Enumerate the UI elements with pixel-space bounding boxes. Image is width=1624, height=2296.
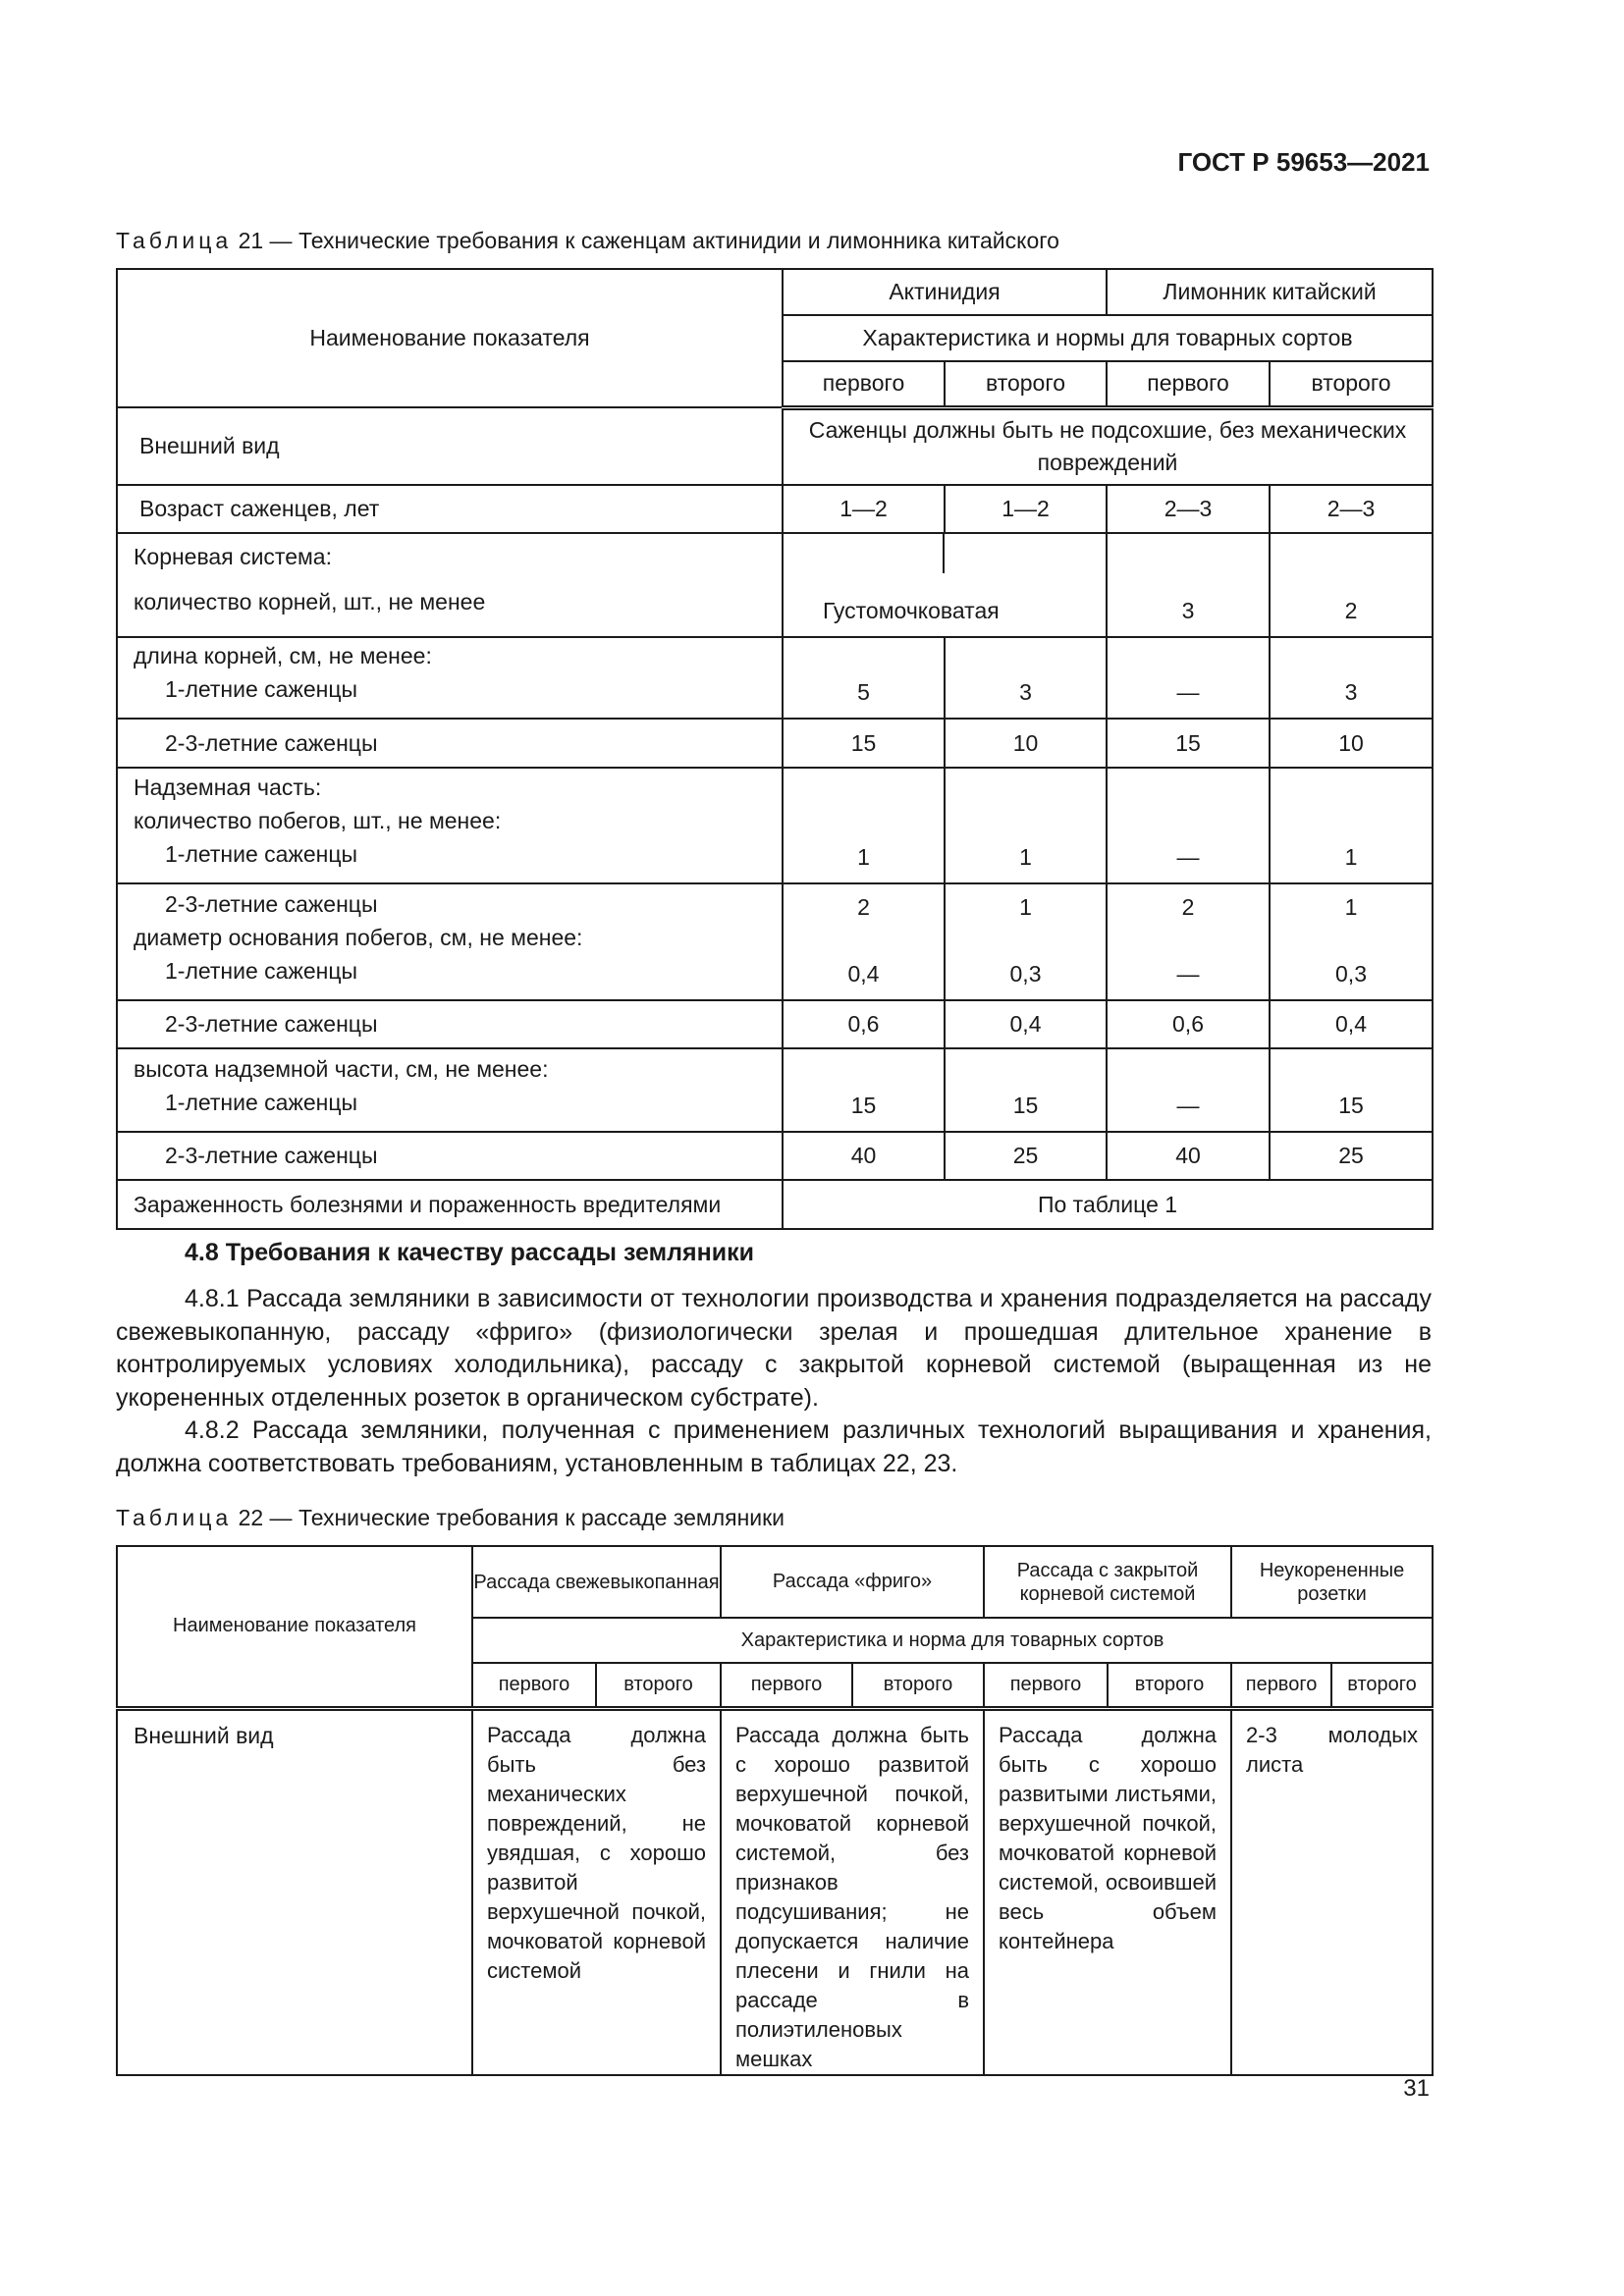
shoot-diameter-1-value: 0,3 (1335, 961, 1367, 987)
age-value: 2—3 (1107, 485, 1270, 533)
one-year-label: 1-летние саженцы (165, 958, 358, 984)
shoot-diameter-title: диаметр основания побегов, см, не менее: (134, 925, 583, 950)
height-title: высота надземной части, см, не менее: (134, 1056, 549, 1082)
table-22-grade-header: второго (1108, 1663, 1231, 1708)
one-year-label: 1-летние саженцы (165, 676, 358, 702)
table-22-grade-header: первого (984, 1663, 1108, 1708)
height-23-value: 40 (1107, 1132, 1270, 1180)
shoot-diameter-23-value: 0,6 (783, 1000, 945, 1048)
shoots-count-23-value: 2 (1181, 894, 1195, 920)
table-21-caption-prefix: Таблица (116, 228, 233, 253)
table-21-grade-header: второго (945, 361, 1107, 407)
root-system-cell (117, 533, 783, 637)
height-23-value: 25 (945, 1132, 1107, 1180)
table-22-grade-header: второго (852, 1663, 984, 1708)
height-1-value: 15 (1270, 1048, 1433, 1132)
table-22-grade-header: первого (1231, 1663, 1331, 1708)
one-year-label: 1-летние саженцы (165, 841, 358, 867)
shoots-values-cell (945, 883, 1107, 1000)
paragraph-4-8-2 (116, 1415, 1432, 1480)
shoots-count-1-value: 1 (783, 768, 945, 883)
one-year-label: 1-летние саженцы (165, 1090, 358, 1115)
root-count-actinidia-value: Густомочковатая (823, 598, 1000, 623)
root-count-actinidia-right (823, 533, 1107, 637)
table-22-value-closed-root: Рассада должна быть с хорошо развитыми листьями, верхушечной почкой, мочковатой корневой системой, освоившей весь объем контейнера (984, 1708, 1231, 2075)
height-1-value: — (1107, 1048, 1270, 1132)
shoots-count-23-value: 1 (1344, 894, 1358, 920)
shoots-diameter-cell (117, 883, 783, 1000)
table-22-value-rosettes: 2-3 молодых листа (1231, 1708, 1433, 2075)
table-21-caption (116, 228, 1059, 254)
shoots-values-cell (1107, 883, 1270, 1000)
root-length-1-value: 5 (783, 637, 945, 719)
shoot-diameter-23-value: 0,6 (1107, 1000, 1270, 1048)
height-1-value: 15 (945, 1048, 1107, 1132)
age-value: 1—2 (945, 485, 1107, 533)
table-21-caption-text: 21 — Технические требования к саженцам актинидии и лимонника китайского (238, 228, 1059, 253)
table-21 (116, 268, 1434, 1230)
age-value: 1—2 (783, 485, 945, 533)
table-22-group-header: Рассада «фриго» (721, 1546, 984, 1618)
table-21-group-actinidia: Актинидия (783, 269, 1107, 315)
root-count-label: количество корней, шт., не менее (134, 589, 486, 614)
two-three-year-label: 2-3-летние саженцы (117, 1132, 783, 1180)
table-21-column-name-header: Наименование показателя (117, 269, 783, 407)
table-22-caption-text: 22 — Технические требования к рассаде земляники (238, 1505, 785, 1530)
root-length-cell (117, 637, 783, 719)
disease-value: По таблице 1 (783, 1180, 1433, 1229)
table-22-grade-header: второго (596, 1663, 721, 1708)
shoots-count-1-value: — (1107, 768, 1270, 883)
root-length-1-value: — (1107, 637, 1270, 719)
table-21-group-schisandra: Лимонник китайский (1107, 269, 1433, 315)
shoot-diameter-1-value: 0,3 (1009, 961, 1042, 987)
shoots-count-23-value: 2 (857, 894, 870, 920)
above-ground-title: Надземная часть: (134, 774, 322, 800)
age-value: 2—3 (1270, 485, 1433, 533)
height-1-value: 15 (783, 1048, 945, 1132)
table-22-column-name-header: Наименование показателя (117, 1546, 472, 1708)
two-three-year-label: 2-3-летние саженцы (117, 719, 783, 768)
table-22 (116, 1545, 1434, 2076)
paragraph-4-8-1 (116, 1283, 1432, 1415)
height-23-value: 25 (1270, 1132, 1433, 1180)
age-label: Возраст саженцев, лет (117, 485, 783, 533)
shoot-diameter-23-value: 0,4 (1270, 1000, 1433, 1048)
root-count-value: 3 (1107, 533, 1270, 637)
table-22-group-header: Неукорененные розетки (1231, 1546, 1433, 1618)
table-22-caption (116, 1505, 785, 1531)
height-23-value: 40 (783, 1132, 945, 1180)
disease-label: Зараженность болезнями и пораженность вредителями (117, 1180, 783, 1229)
appearance-label: Внешний вид (117, 407, 783, 485)
table-22-grade-header: второго (1331, 1663, 1433, 1708)
two-three-year-label: 2-3-летние саженцы (165, 891, 378, 917)
root-length-23-value: 10 (945, 719, 1107, 768)
table-22-value-frigo: Рассада должна быть с хорошо развитой верхушечной почкой, мочковатой корневой системой, без признаков подсушивания; не допускается наличие плесени и гнили на рассаде в полиэтиленовых мешках (721, 1708, 984, 2075)
shoots-count-1-value: 1 (945, 768, 1107, 883)
page-number: 31 (1403, 2075, 1430, 2102)
table-22-row-label: Внешний вид (117, 1708, 472, 2075)
shoots-count-1-value: 1 (1270, 768, 1433, 883)
shoot-diameter-1-value: 0,4 (847, 961, 880, 987)
paragraph-4-8-1-text: 4.8.1 Рассада земляники в зависимости от технологии производства и хранения подразделяется на рассаду свежевыкопанную, рассаду «фриго» (физиологически зрелая и прошедшая длительное хранение в контролируемых условиях холодильника), рассаду с закрытой корневой системой (выращенная из не укорененных отделенных розеток в органическом субстрате). (116, 1285, 1432, 1412)
root-length-1-value: 3 (945, 637, 1107, 719)
table-22-group-header: Рассада с закрытой корневой системой (984, 1546, 1231, 1618)
table-22-caption-prefix: Таблица (116, 1505, 233, 1530)
root-length-23-value: 15 (783, 719, 945, 768)
table-21-grade-header: второго (1270, 361, 1433, 407)
above-ground-cell (117, 768, 783, 883)
table-22-grade-header: первого (472, 1663, 596, 1708)
shoots-count-title: количество побегов, шт., не менее: (134, 808, 502, 833)
table-22-group-header: Рассада свежевыкопанная (472, 1546, 721, 1618)
root-system-title: Корневая система: (134, 544, 332, 569)
table-22-value-fresh: Рассада должна быть без механических повреждений, не увядшая, с хорошо развитой верхушечной почкой, мочковатой корневой системой (472, 1708, 721, 2075)
shoot-diameter-1-value: — (1176, 961, 1200, 987)
table-21-grade-header: первого (1107, 361, 1270, 407)
height-cell (117, 1048, 783, 1132)
root-count-value: 2 (1270, 533, 1433, 637)
root-length-title: длина корней, см, не менее: (134, 643, 432, 668)
paragraph-4-8-2-text: 4.8.2 Рассада земляники, полученная с применением различных технологий выращивания и хранения, должна соответствовать требованиям, установленным в таблицах 22, 23. (116, 1416, 1432, 1477)
shoots-count-23-value: 1 (1019, 894, 1032, 920)
table-21-spec-header: Характеристика и нормы для товарных сортов (783, 315, 1433, 361)
appearance-value: Саженцы должны быть не подсохшие, без механических повреждений (783, 407, 1433, 485)
section-title: 4.8 Требования к качеству рассады земляники (185, 1239, 754, 1266)
table-22-spec-header: Характеристика и норма для товарных сортов (472, 1618, 1433, 1663)
shoot-diameter-23-value: 0,4 (945, 1000, 1107, 1048)
document-code: ГОСТ Р 59653—2021 (1177, 147, 1430, 177)
two-three-year-label: 2-3-летние саженцы (117, 1000, 783, 1048)
table-21-grade-header: первого (783, 361, 945, 407)
root-length-23-value: 15 (1107, 719, 1270, 768)
shoots-values-cell (1270, 883, 1433, 1000)
shoots-values-cell (783, 883, 945, 1000)
table-22-grade-header: первого (721, 1663, 852, 1708)
root-length-23-value: 10 (1270, 719, 1433, 768)
root-length-1-value: 3 (1270, 637, 1433, 719)
